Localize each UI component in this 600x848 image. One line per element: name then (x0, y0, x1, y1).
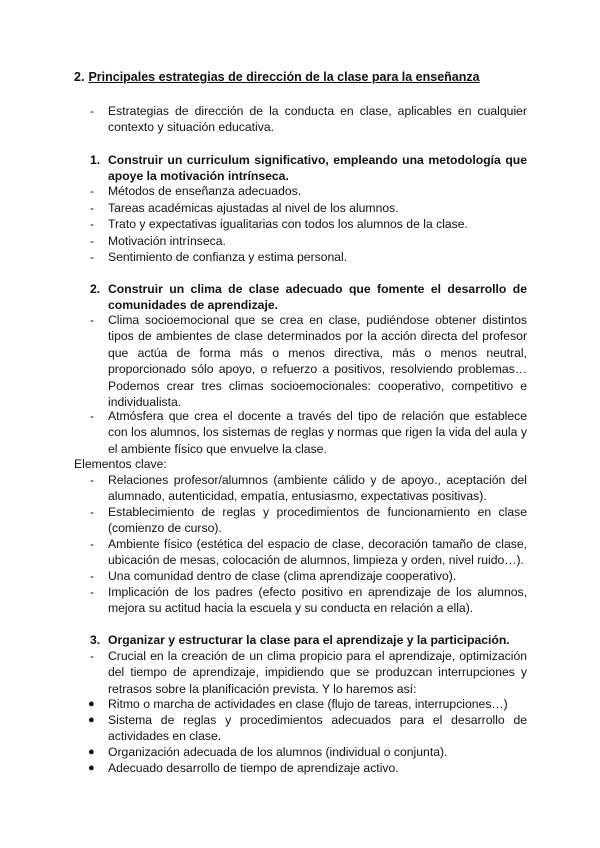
dash-marker: - (90, 585, 95, 599)
dash-marker: - (90, 473, 95, 487)
bullet-marker: ● (88, 698, 95, 710)
list-item-text: Una comunidad dentro de clase (clima aprendizaje cooperativo). (108, 569, 457, 583)
bullet-item-text: Ritmo o marcha de actividades en clase (flujo de tareas, interrupciones…) (108, 697, 508, 711)
section1-title: Construir un curriculum significativo, empleando una metodología que apoye la motivación intrínseca. (108, 153, 527, 184)
dash-marker: - (90, 200, 95, 215)
list-item-text: Sentimiento de confianza y estima personal. (108, 250, 348, 264)
list-item-text: Establecimiento de reglas y procedimientos de funcionamiento en clase (comienzo de curso). (108, 505, 527, 536)
list-item-text: Trato y expectativas igualitarias con todos los alumnos de la clase. (108, 217, 468, 231)
bullet-marker: ● (88, 714, 95, 726)
bullet-item-text: Organización adecuada de los alumnos (individual o conjunta). (108, 745, 448, 759)
section3-number: 3. (90, 633, 101, 647)
key-elements-label-text: Elementos clave: (74, 457, 167, 471)
dash-marker: - (90, 569, 95, 583)
section-heading (74, 70, 480, 84)
bullet-marker: ● (88, 762, 95, 774)
list-item-text: Implicación de los padres (efecto positivo en aprendizaje de los alumnos, mejora su actitud hacia la escuela y su conducta en relación a ella). (108, 585, 527, 616)
dash-marker: - (90, 537, 95, 551)
section3-title: Organizar y estructurar la clase para el aprendizaje y la participación. (108, 633, 510, 647)
dash-marker: - (90, 104, 95, 118)
bullet-marker: ● (88, 746, 95, 758)
dash-marker: - (90, 250, 95, 264)
dash-marker: - (90, 313, 95, 327)
dash-marker: - (90, 505, 95, 519)
list-item-text: Tareas académicas ajustadas al nivel de los alumnos. (108, 200, 399, 215)
section2-number: 2. (90, 282, 101, 296)
dash-marker: - (90, 649, 95, 663)
dash-marker: - (90, 409, 95, 423)
bullet-item-text: Adecuado desarrollo de tiempo de aprendizaje activo. (108, 761, 399, 775)
section2-title: Construir un clima de clase adecuado que fomente el desarrollo de comunidades de aprendizaje. (108, 282, 527, 313)
list-item-text: Crucial en la creación de un clima propicio para el aprendizaje, optimización del tiempo de aprendizaje, impidiendo que se produzcan interrupciones y retrasos sobre la planificación prevista. Y lo haremos así: (108, 649, 527, 696)
list-item-text: Motivación intrínseca. (108, 233, 226, 248)
dash-marker: - (90, 233, 95, 248)
intro-text: Estrategias de dirección de la conducta en clase, aplicables en cualquier contexto y situación educativa. (108, 104, 527, 135)
list-item-text: Clima socioemocional que se crea en clase, pudiéndose obtener distintos tipos de ambientes de clase determinados por la acción directa del profesor que actúa de forma más o menos directiva, más o menos neutral, proporcionado sólo apoyo, o refuerzo a positivos, resolviendo problemas… Podemos crear tres climas socioemocionales: cooperativo, competitivo e individualista. (108, 313, 527, 410)
heading-number: 2. (74, 70, 85, 84)
list-item-text: Atmósfera que crea el docente a través del tipo de relación que establece con los alumnos, los sistemas de reglas y normas que rigen la vida del aula y el ambiente físico que envuelve la clase. (108, 409, 527, 456)
list-item-text: Métodos de enseñanza adecuados. (108, 184, 302, 198)
dash-marker: - (90, 184, 95, 198)
heading-title: Principales estrategias de dirección de la clase para la enseñanza (88, 70, 480, 84)
section1-number: 1. (90, 153, 101, 167)
list-item-text: Relaciones profesor/alumnos (ambiente cálido y de apoyo., aceptación del alumnado, autenticidad, empatía, entusiasmo, expectativas positivas). (108, 473, 527, 504)
dash-marker: - (90, 217, 95, 231)
bullet-item-text: Sistema de reglas y procedimientos adecuados para el desarrollo de actividades en clase. (108, 713, 527, 744)
list-item-text: Ambiente físico (estética del espacio de clase, decoración tamaño de clase, ubicación de mesas, colocación de alumnos, limpieza y orden, nivel ruido…). (108, 537, 527, 568)
